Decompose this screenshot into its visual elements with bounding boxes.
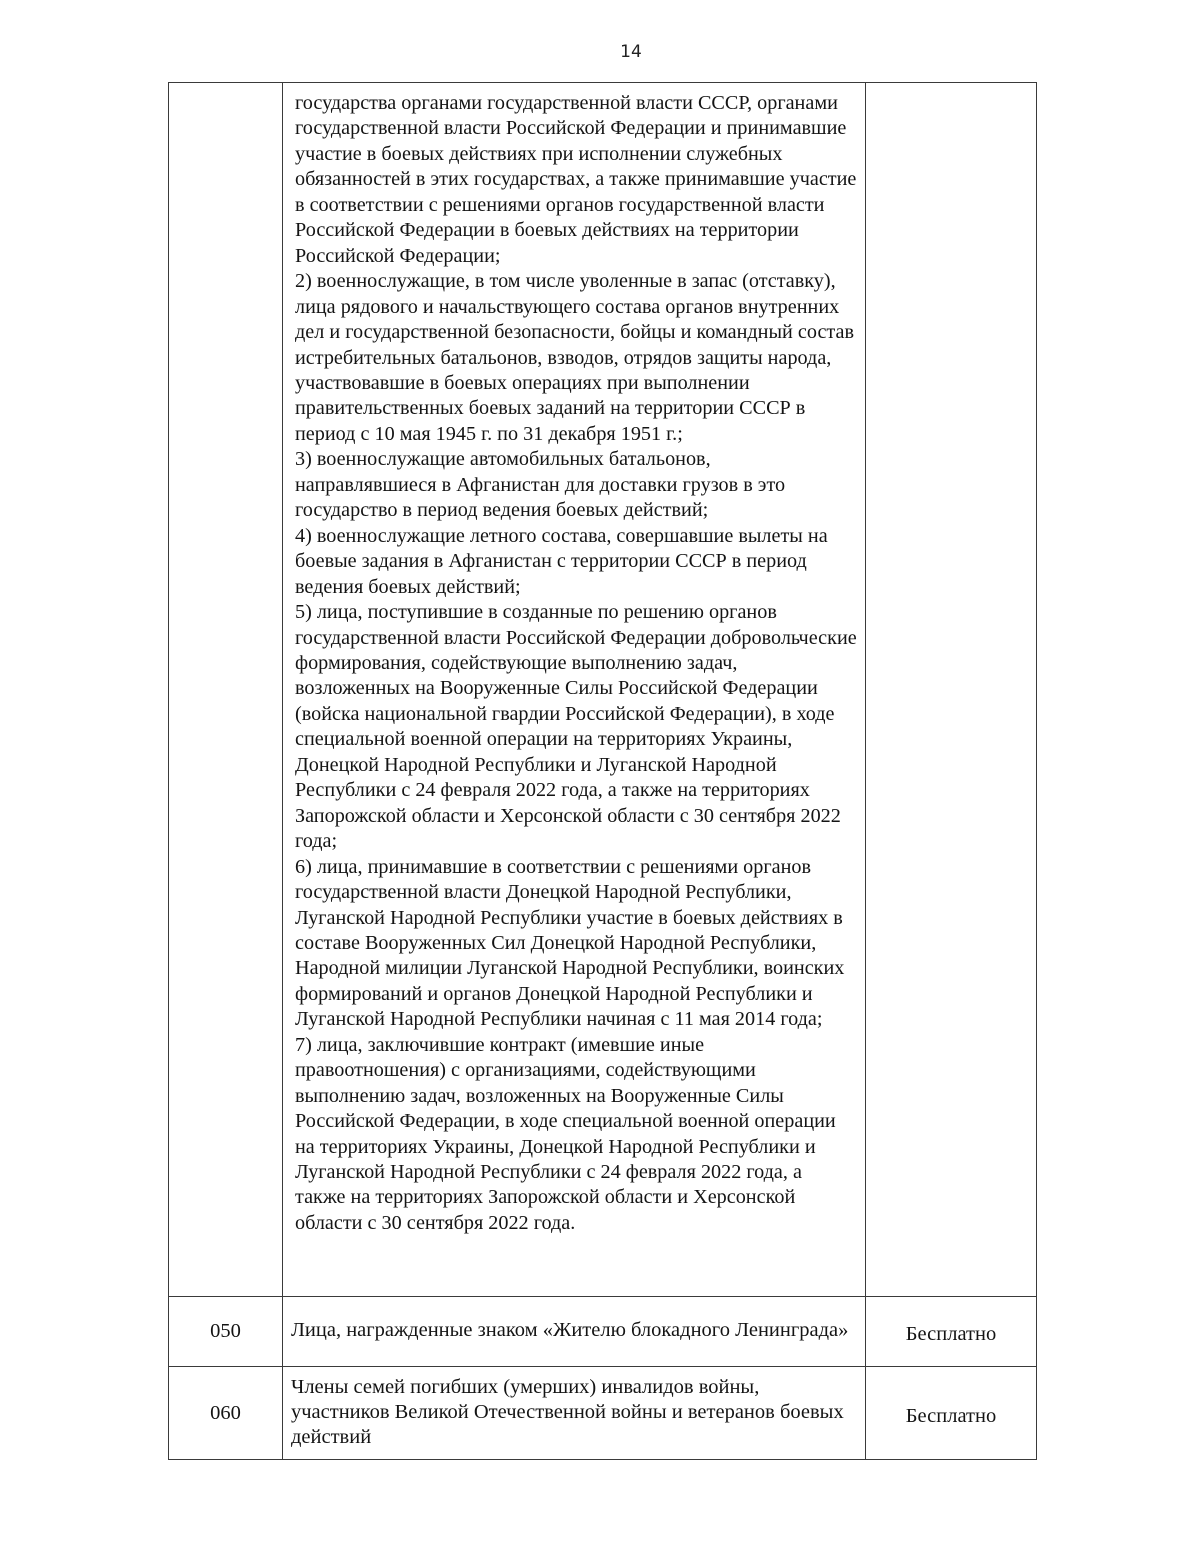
table-row-continuation xyxy=(169,83,1037,1297)
page-number: 14 xyxy=(620,42,642,62)
benefits-table xyxy=(168,82,1037,1460)
row-description: Лица, награжденные знаком «Жителю блокадного Ленинграда» xyxy=(283,1297,866,1367)
description-paragraph: 7) лица, заключившие контракт (имевшие иные правоотношения) с организациями, содействующими выполнению задач, возложенных на Вооруженные Силы Российской Федерации, в ходе специальной военной операции на территориях Украины, Донецкой Народной Республики и Луганской Народной Республики с 24 февраля 2022 года, а также на территориях Запорожской области и Херсонской области с 30 сентября 2022 года. xyxy=(295,1033,836,1234)
description-paragraph: 4) военнослужащие летного состава, совершавшие вылеты на боевые задания в Афганистан с территории СССР в период ведения боевых действий; xyxy=(295,524,828,598)
description-cell xyxy=(283,83,866,1297)
price-cell-empty xyxy=(866,83,1037,1297)
row-price: Бесплатно xyxy=(866,1367,1037,1460)
description-paragraph: 6) лица, принимавшие в соответствии с решениями органов государственной власти Донецкой Народной Республики, Луганской Народной Республики участие в боевых действиях в составе Вооруженных Сил Донецкой Народной Республики, Народной милиции Луганской Народной Республики, воинских формирований и органов Донецкой Народной Республики и Луганской Народной Республики начиная с 11 мая 2014 года; xyxy=(295,855,845,1031)
row-description: Члены семей погибших (умерших) инвалидов войны, участников Великой Отечественной войны и ветеранов боевых действий xyxy=(283,1367,866,1460)
row-price: Бесплатно xyxy=(866,1297,1037,1367)
description-paragraph: 5) лица, поступившие в созданные по решению органов государственной власти Российской Федерации добровольческие формирования, содействующие выполнению задач, возложенных на Вооруженные Силы Российской Федерации (войска национальной гвардии Российской Федерации), в ходе специальной военной операции на территориях Украины, Донецкой Народной Республики и Луганской Народной Республики с 24 февраля 2022 года, а также на территориях Запорожской области и Херсонской области с 30 сентября 2022 года; xyxy=(295,601,857,853)
table-row xyxy=(169,1367,1037,1460)
description-paragraph: 3) военнослужащие автомобильных батальонов, направлявшиеся в Афганистан для доставки грузов в это государство в период ведения боевых действий; xyxy=(295,448,786,522)
row-code: 050 xyxy=(169,1297,283,1367)
code-cell-empty xyxy=(169,83,283,1297)
description-paragraph: государства органами государственной власти СССР, органами государственной власти Российской Федерации и принимавшие участие в боевых действиях при исполнении служебных обязанностей в этих государствах, а также принимавшие участие в соответствии с решениями органов государственной власти Российской Федерации в боевых действиях на территории Российской Федерации; xyxy=(295,92,857,267)
description-paragraph: 2) военнослужащие, в том числе уволенные в запас (отставку), лица рядового и начальствующего состава органов внутренних дел и государственной безопасности, бойцы и командный состав истребительных батальонов, взводов, отрядов защиты народа, участвовавшие в боевых операциях при выполнении правительственных боевых заданий на территории СССР в период с 10 мая 1945 г. по 31 декабря 1951 г.; xyxy=(295,270,854,445)
row-code: 060 xyxy=(169,1367,283,1460)
table-row xyxy=(169,1297,1037,1367)
